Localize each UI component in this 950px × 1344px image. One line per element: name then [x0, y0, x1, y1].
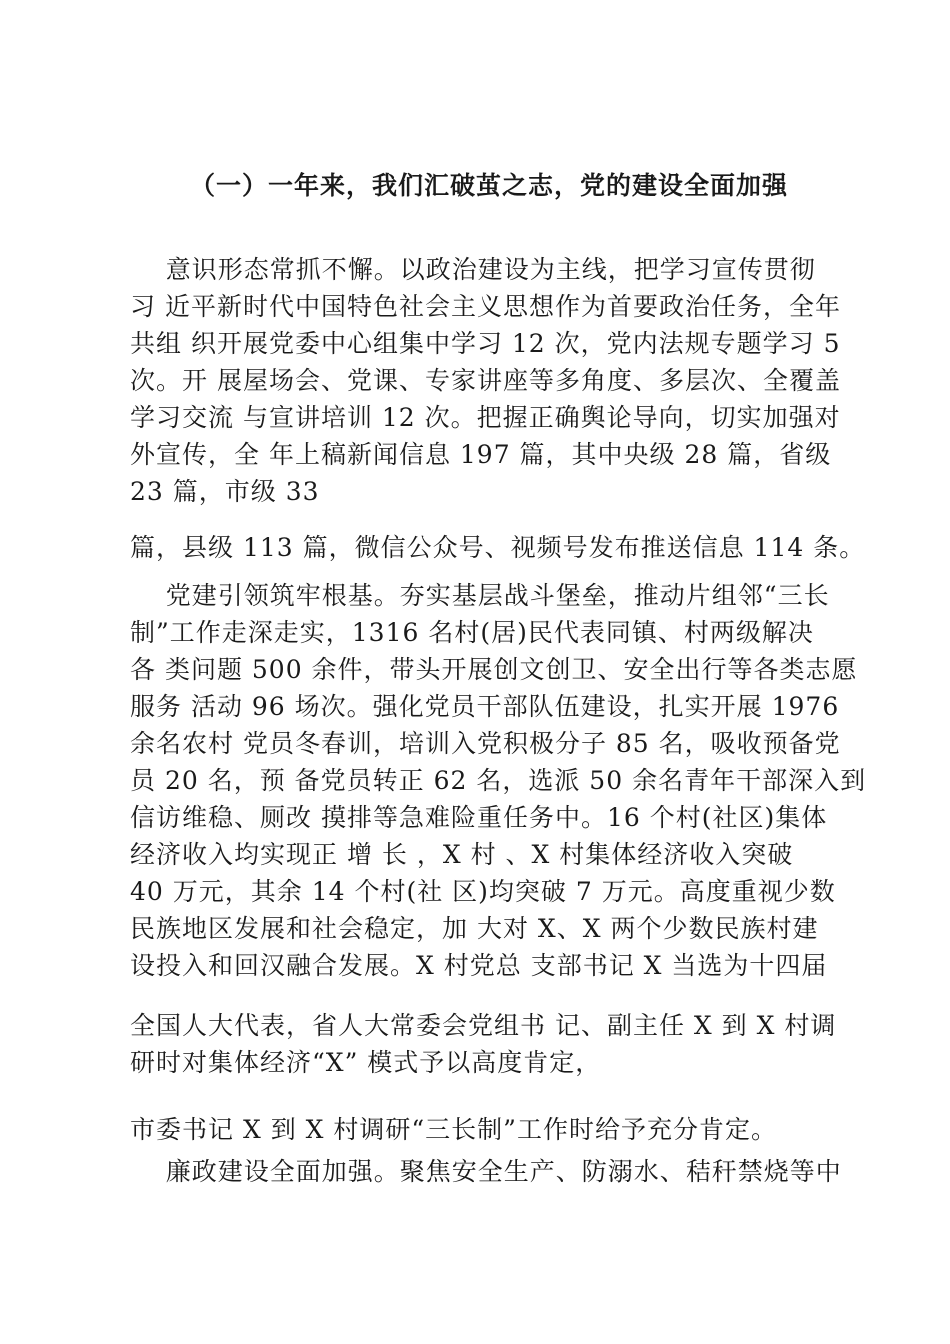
- text-line: 余名农村 党员冬春训，培训入党积极分子 85 名，吸收预备党: [130, 729, 841, 758]
- text-line: 研时对集体经济“X” 模式予以高度肯定，: [130, 1048, 602, 1077]
- text-line: 次。开 展屋场会、党课、专家讲座等多角度、多层次、全覆盖: [130, 366, 841, 395]
- text-line: 习 近平新时代中国特色社会主义思想作为首要政治任务，全年: [130, 292, 841, 321]
- text-line: 全国人大代表，省人大常委会党组书 记、副主任 X 到 X 村调: [130, 1011, 837, 1040]
- text-line: 员 20 名，预 备党员转正 62 名，选派 50 余名青年干部深入到: [130, 766, 867, 795]
- text-line: 设投入和回汉融合发展。X 村党总 支部书记 X 当选为十四届: [130, 951, 828, 980]
- text-line: 经济收入均实现正 增 长 ，X 村 、X 村集体经济收入突破: [130, 840, 794, 869]
- text-line: 篇，县级 113 篇，微信公众号、视频号发布推送信息 114 条。: [130, 533, 866, 562]
- text-line: 信访维稳、厕改 摸排等急难险重任务中。16 个村(社区)集体: [130, 803, 828, 832]
- text-line: 学习交流 与宣讲培训 12 次。把握正确舆论导向，切实加强对: [130, 403, 841, 432]
- text-line: 制”工作走深走实，1316 名村(居)民代表同镇、村两级解决: [130, 618, 814, 647]
- text-line: 市委书记 X 到 X 村调研“三长制”工作时给予充分肯定。: [130, 1115, 777, 1144]
- text-line: 廉政建设全面加强。聚焦安全生产、防溺水、秸秆禁烧等中: [130, 1157, 842, 1186]
- text-line: 40 万元，其余 14 个村(社 区)均突破 7 万元。高度重视少数: [130, 877, 836, 906]
- section-heading: （一）一年来，我们汇破茧之志，党的建设全面加强: [190, 171, 789, 200]
- text-line: 23 篇，市级 33: [130, 477, 320, 506]
- text-line: 各 类问题 500 余件，带头开展创文创卫、安全出行等各类志愿: [130, 655, 858, 684]
- text-line: 意识形态常抓不懈。以政治建设为主线，把学习宣传贯彻: [130, 255, 816, 284]
- text-line: 服务 活动 96 场次。强化党员干部队伍建设，扎实开展 1976: [130, 692, 840, 721]
- text-line: 外宣传，全 年上稿新闻信息 197 篇，其中央级 28 篇，省级: [130, 440, 832, 469]
- text-line: 共组 织开展党委中心组集中学习 12 次，党内法规专题学习 5: [130, 329, 841, 358]
- text-line: 民族地区发展和社会稳定，加 大对 X、X 两个少数民族村建: [130, 914, 819, 943]
- text-line: 党建引领筑牢根基。夯实基层战斗堡垒，推动片组邻“三长: [130, 581, 830, 610]
